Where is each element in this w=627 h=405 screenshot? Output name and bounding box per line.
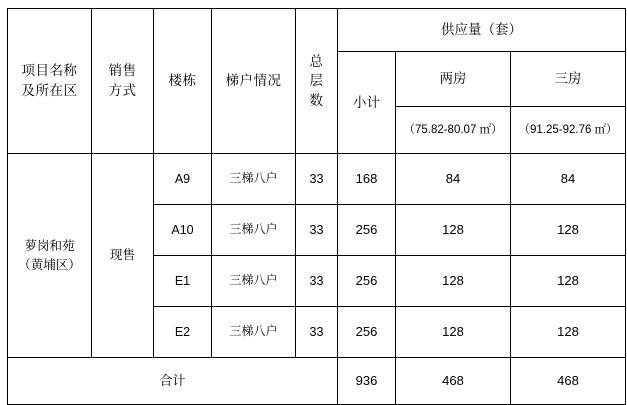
cell-subtotal: 256 <box>338 256 396 307</box>
table-total-row <box>8 358 626 405</box>
cell-building: A9 <box>154 154 212 205</box>
total-two-room: 468 <box>396 358 511 405</box>
header-building: 楼栋 <box>154 9 212 154</box>
header-sale-method <box>92 9 154 154</box>
header-project-line2: 及所在区 <box>21 83 78 98</box>
total-three-room: 468 <box>511 358 626 405</box>
header-project-line1: 项目名称 <box>21 63 78 79</box>
cell-building: A10 <box>154 205 212 256</box>
cell-two-room: 128 <box>396 307 511 358</box>
cell-three-room: 128 <box>511 307 626 358</box>
cell-subtotal: 168 <box>338 154 396 205</box>
cell-subtotal: 256 <box>338 205 396 256</box>
cell-two-room: 128 <box>396 205 511 256</box>
cell-two-room: 128 <box>396 256 511 307</box>
table-header-row-1 <box>8 9 626 52</box>
cell-three-room: 84 <box>511 154 626 205</box>
cell-stair: 三梯八户 <box>212 256 296 307</box>
header-stair-household: 梯户情况 <box>212 9 296 154</box>
cell-project-line2: （黄埔区） <box>18 257 81 272</box>
header-sale-line2: 方式 <box>108 83 137 98</box>
total-label: 合计 <box>8 358 338 405</box>
cell-floors: 33 <box>296 154 338 205</box>
cell-two-room: 84 <box>396 154 511 205</box>
cell-project-name <box>8 154 92 358</box>
cell-three-room: 128 <box>511 205 626 256</box>
cell-stair: 三梯八户 <box>212 154 296 205</box>
header-two-room: 两房 <box>396 52 511 107</box>
cell-stair: 三梯八户 <box>212 307 296 358</box>
cell-sale-method: 现售 <box>92 154 154 358</box>
cell-floors: 33 <box>296 307 338 358</box>
cell-floors: 33 <box>296 256 338 307</box>
header-floors-line2: 层 <box>309 73 324 89</box>
cell-building: E2 <box>154 307 212 358</box>
supply-table <box>7 8 626 405</box>
header-supply-group: 供应量（套） <box>338 9 626 52</box>
table-row <box>8 154 626 205</box>
cell-floors: 33 <box>296 205 338 256</box>
header-sale-line1: 销售 <box>108 63 137 79</box>
header-three-room-area: （91.25-92.76 ㎡） <box>511 107 626 154</box>
header-total-floors <box>296 9 338 154</box>
header-subtotal: 小计 <box>338 52 396 154</box>
header-project <box>8 9 92 154</box>
header-floors-line1: 总 <box>309 53 324 69</box>
cell-building: E1 <box>154 256 212 307</box>
cell-subtotal: 256 <box>338 307 396 358</box>
cell-stair: 三梯八户 <box>212 205 296 256</box>
header-floors-line3: 数 <box>309 92 324 108</box>
cell-project-line1: 萝岗和苑 <box>24 239 75 254</box>
cell-three-room: 128 <box>511 256 626 307</box>
header-two-room-area: （75.82-80.07 ㎡） <box>396 107 511 154</box>
total-subtotal: 936 <box>338 358 396 405</box>
header-three-room: 三房 <box>511 52 626 107</box>
